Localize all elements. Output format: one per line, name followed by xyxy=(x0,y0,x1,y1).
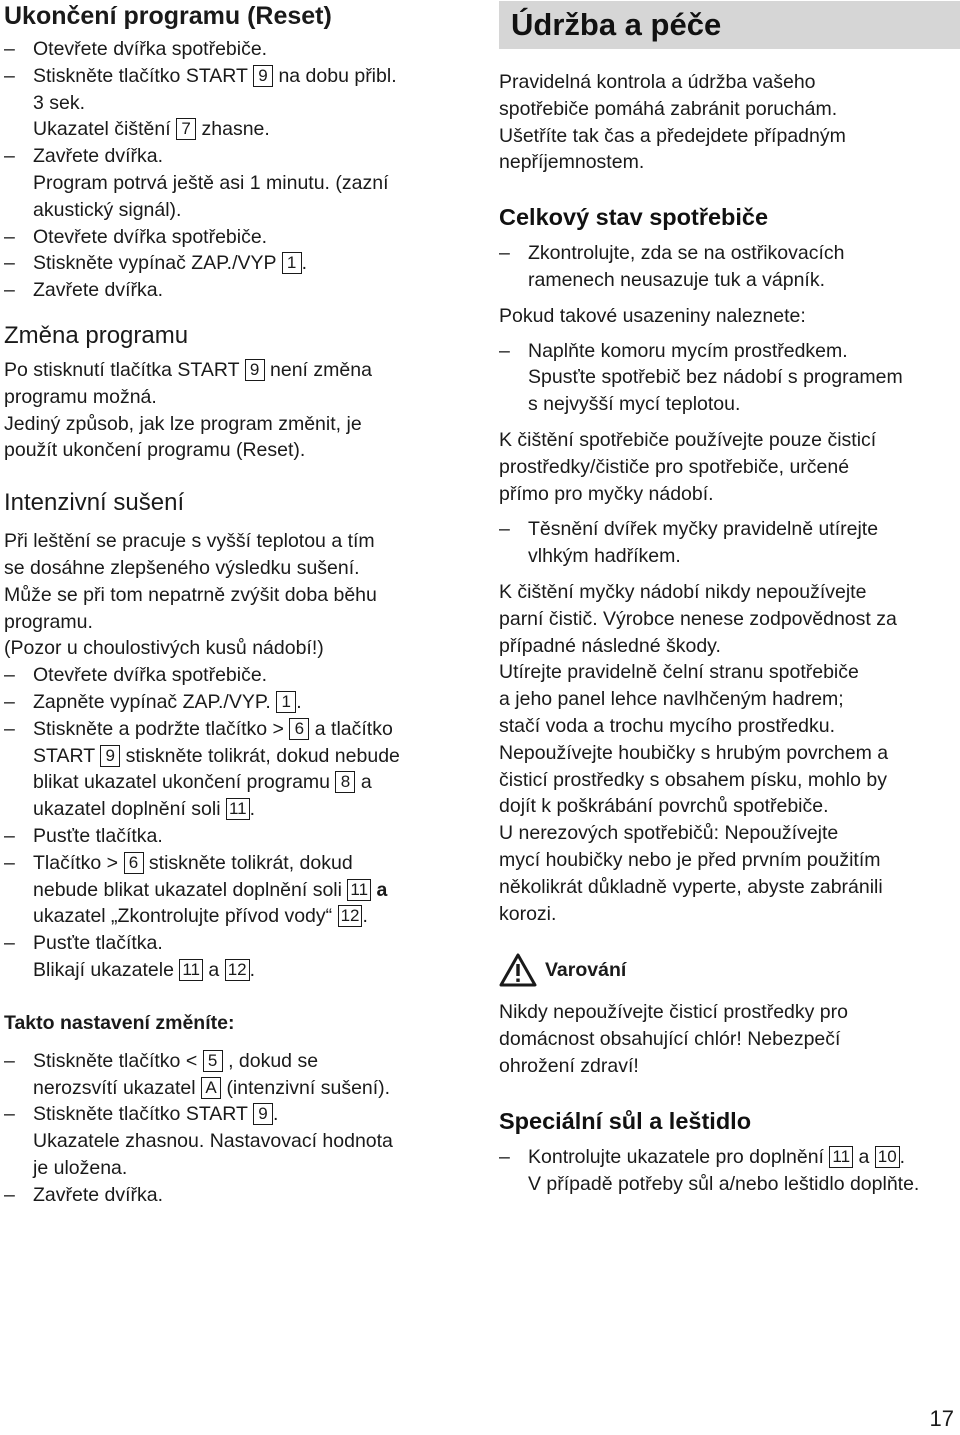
text-line: se dosáhne zlepšeného výsledku sušení. xyxy=(4,556,360,579)
text-line: Jediný způsob, jak lze program změnit, je xyxy=(4,412,362,435)
text-line: Nepoužívejte houbičky s hrubým povrchem a xyxy=(499,741,889,764)
list-item: – Pusťte tlačítka. xyxy=(4,932,163,955)
text-line: Může se při tom nepatrně zvýšit doba běhu xyxy=(4,583,377,606)
text-line: Program potrvá ještě asi 1 minutu. (zazní xyxy=(33,171,389,194)
text-line: stačí voda a trochu mycího prostředku. xyxy=(499,714,835,737)
key-badge: 6 xyxy=(124,852,144,874)
text-line: čisticí prostředky s obsahem písku, mohlo by xyxy=(499,768,887,791)
text-line: nerozsvítí ukazatel A (intenzivní sušení). xyxy=(33,1076,391,1099)
section-title: Údržba a péče xyxy=(511,7,722,42)
text-line: ohrožení zdraví! xyxy=(499,1054,639,1077)
text-line: několikrát důkladně vyperte, abyste zabránili xyxy=(499,875,883,898)
key-badge: 1 xyxy=(282,252,302,274)
key-badge: 11 xyxy=(179,959,203,981)
text-line: dojít k poškrábání povrchů spotřebiče. xyxy=(499,795,829,818)
key-badge: 9 xyxy=(100,745,120,767)
list-item: – Naplňte komoru mycím prostředkem. xyxy=(499,339,848,362)
key-badge: 1 xyxy=(276,691,296,713)
text-line: ukazatel doplnění soli 11 . xyxy=(33,798,256,821)
text-line: nebude blikat ukazatel doplnění soli 11 a xyxy=(33,878,388,901)
key-badge: 12 xyxy=(225,959,250,981)
text-line: programu možná. xyxy=(4,385,157,408)
text-line: START 9 stiskněte tolikrát, dokud nebude xyxy=(33,744,400,767)
text-line: Blikají ukazatele 11 a 12 . xyxy=(33,958,256,981)
key-badge: 11 xyxy=(829,1146,853,1168)
text-line: Po stisknutí tlačítka START 9 není změna xyxy=(4,358,372,381)
key-badge: 12 xyxy=(338,905,363,927)
settings-heading: Takto nastavení změníte: xyxy=(4,1011,235,1034)
text-line: V případě potřeby sůl a/nebo leštidlo doplňte. xyxy=(528,1172,920,1195)
text-line: korozi. xyxy=(499,902,557,925)
text-line: K čištění spotřebiče používejte pouze čisticí xyxy=(499,428,877,451)
list-item: – Zapněte vypínač ZAP./VYP. 1 . xyxy=(4,690,302,713)
text-line: domácnost obsahující chlór! Nebezpečí xyxy=(499,1028,841,1051)
key-badge: 11 xyxy=(226,798,250,820)
list-item: – Otevřete dvířka spotřebiče. xyxy=(4,664,268,687)
list-item: – Stiskněte tlačítko < 5 , dokud se xyxy=(4,1049,319,1072)
text-line: ukazatel „Zkontrolujte přívod vody“ 12 . xyxy=(33,905,368,928)
key-badge: 5 xyxy=(203,1050,223,1072)
list-item: – Kontrolujte ukazatele pro doplnění 11 a 10 . xyxy=(499,1145,906,1168)
text-line: K čištění myčky nádobí nikdy nepoužívejte xyxy=(499,580,867,603)
list-item: – Tlačítko > 6 stiskněte tolikrát, dokud xyxy=(4,851,353,874)
text-line: mycí houbičky nebo je před prvním použitím xyxy=(499,848,881,871)
text-line: nepříjemnostem. xyxy=(499,151,645,174)
text-line: (Pozor u choulostivých kusů nádobí!) xyxy=(4,637,324,660)
text-line: blikat ukazatel ukončení programu 8 a xyxy=(33,771,372,794)
text-line: ramenech neusazuje tuk a vápník. xyxy=(528,268,826,291)
text-line: akustický signál). xyxy=(33,198,182,221)
warning-triangle-icon xyxy=(499,953,537,987)
list-item: – Zavřete dvířka. xyxy=(4,1183,164,1206)
list-item: – Stiskněte vypínač ZAP./VYP 1 . xyxy=(4,252,308,275)
text-line: Spusťte spotřebič bez nádobí s programem xyxy=(528,366,903,389)
list-item: – Těsnění dvířek myčky pravidelně utírejte xyxy=(499,518,879,541)
text-line: přímo pro myčky nádobí. xyxy=(499,482,714,505)
text-line: a jeho panel lehce navlhčeným hadrem; xyxy=(499,688,844,711)
text-line: programu. xyxy=(4,610,93,633)
intensive-drying-heading: Intenzivní sušení xyxy=(4,489,185,517)
salt-heading: Speciální sůl a leštidlo xyxy=(499,1107,752,1134)
text-line: 3 sek. xyxy=(33,91,86,114)
left-column xyxy=(4,0,470,1208)
appliance-state-heading: Celkový stav spotřebiče xyxy=(499,204,769,231)
text-line: je uložena. xyxy=(33,1156,128,1179)
text-line: U nerezových spotřebičů: Nepoužívejte xyxy=(499,822,839,845)
key-badge: 6 xyxy=(289,718,309,740)
warning-title: Varování xyxy=(545,959,627,982)
change-program-heading: Změna programu xyxy=(4,321,189,349)
text-line: Ukazatele zhasnou. Nastavovací hodnota xyxy=(33,1130,393,1153)
right-column xyxy=(499,0,960,1197)
text-line: případné následné škody. xyxy=(499,634,721,657)
text-line: Utírejte pravidelně čelní stranu spotřebiče xyxy=(499,661,859,684)
list-item: – Stiskněte tlačítko START 9 . xyxy=(4,1103,279,1126)
reset-heading: Ukončení programu (Reset) xyxy=(4,2,332,30)
list-item: – Zavřete dvířka. xyxy=(4,279,164,302)
text-line: Pravidelná kontrola a údržba vašeho xyxy=(499,71,816,93)
text-line: s nejvyšší mycí teplotou. xyxy=(528,393,741,416)
section-banner xyxy=(499,1,960,49)
list-item: – Otevřete dvířka spotřebiče. xyxy=(4,225,268,248)
key-badge: 11 xyxy=(347,879,371,901)
key-badge: 9 xyxy=(253,65,273,87)
text-line: Pokud takové usazeniny naleznete: xyxy=(499,304,806,327)
list-item: – Zavřete dvířka. xyxy=(4,145,164,168)
warning-heading xyxy=(499,953,960,987)
text-line: použít ukončení programu (Reset). xyxy=(4,439,306,462)
page-number: 17 xyxy=(929,1406,954,1431)
list-item: – Zkontrolujte, zda se na ostřikovacích xyxy=(499,242,845,265)
key-badge: 7 xyxy=(176,118,196,140)
list-item: – Otevřete dvířka spotřebiče. xyxy=(4,38,268,60)
text-line: spotřebiče pomáhá zabránit poruchám. xyxy=(499,97,838,120)
list-item: – Pusťte tlačítka. xyxy=(4,824,163,847)
key-badge: 8 xyxy=(335,771,355,793)
text-line: vlhkým hadříkem. xyxy=(528,545,681,568)
text-line: Ukazatel čištění 7 zhasne. xyxy=(33,118,270,141)
text-line: Ušetříte tak čas a předejdete případným xyxy=(499,124,846,147)
list-item: – Stiskněte tlačítko START 9 na dobu přibl. xyxy=(4,64,397,87)
key-badge: A xyxy=(201,1077,221,1099)
text-line: Při leštění se pracuje s vyšší teplotou a tím xyxy=(4,530,375,553)
list-item: – Stiskněte a podržte tlačítko > 6 a tlačítko xyxy=(4,717,393,740)
text-line: prostředky/čističe pro spotřebiče, určené xyxy=(499,455,850,478)
key-badge: 9 xyxy=(253,1103,273,1125)
key-badge: 9 xyxy=(245,359,265,381)
text-line: parní čistič. Výrobce nenese zodpovědnost za xyxy=(499,607,897,630)
key-badge: 10 xyxy=(875,1146,900,1168)
text-line: Nikdy nepoužívejte čisticí prostředky pro xyxy=(499,1001,848,1024)
